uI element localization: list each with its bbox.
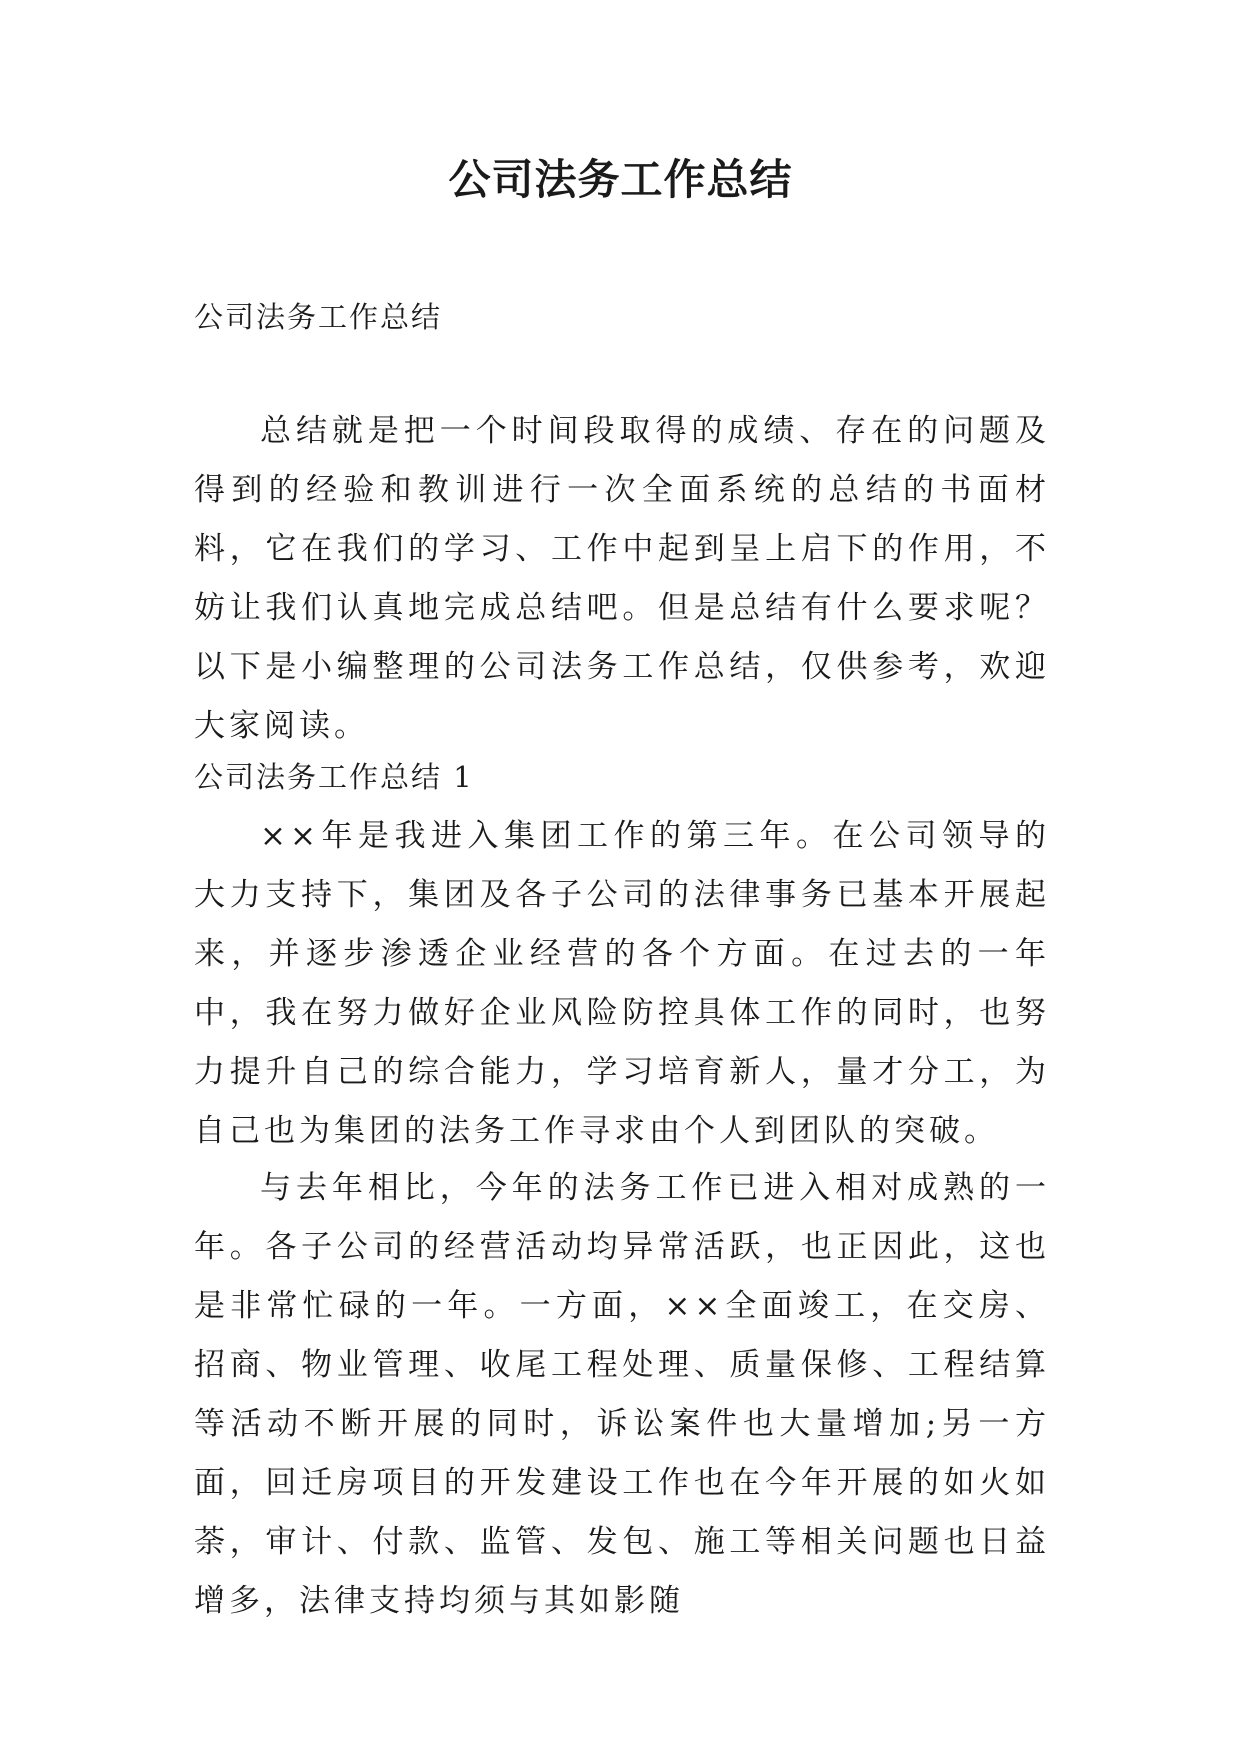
section-paragraph: ××年是我进入集团工作的第三年。在公司领导的大力支持下，集团及各子公司的法律事务已基本开展起来，并逐步渗透企业经营的各个方面。在过去的一年中，我在努力做好企业风险防控具体工作的同时，也努力提升自己的综合能力，学习培育新人，量才分工，为自己也为集团的法务工作寻求由个人到团队的突破。 [194,818,1050,1149]
intro-paragraph: 总结就是把一个时间段取得的成绩、存在的问题及得到的经验和教训进行一次全面系统的总结的书面材料，它在我们的学习、工作中起到呈上启下的作用，不妨让我们认真地完成总结吧。但是总结有什么要求呢？以下是小编整理的公司法务工作总结，仅供参考，欢迎大家阅读。 [194,413,1050,744]
section-heading: 公司法务工作总结 1 [194,760,474,794]
document-title: 公司法务工作总结 [448,155,793,204]
document-subtitle: 公司法务工作总结 [194,300,443,334]
section-paragraph: 与去年相比，今年的法务工作已进入相对成熟的一年。各子公司的经营活动均异常活跃，也正因此，这也是非常忙碌的一年。一方面，××全面竣工，在交房、招商、物业管理、收尾工程处理、质量保修、工程结算等活动不断开展的同时，诉讼案件也大量增加;另一方面，回迁房项目的开发建设工作也在今年开展的如火如荼，审计、付款、监管、发包、施工等相关问题也日益增多，法律支持均须与其如影随 [194,1170,1050,1619]
